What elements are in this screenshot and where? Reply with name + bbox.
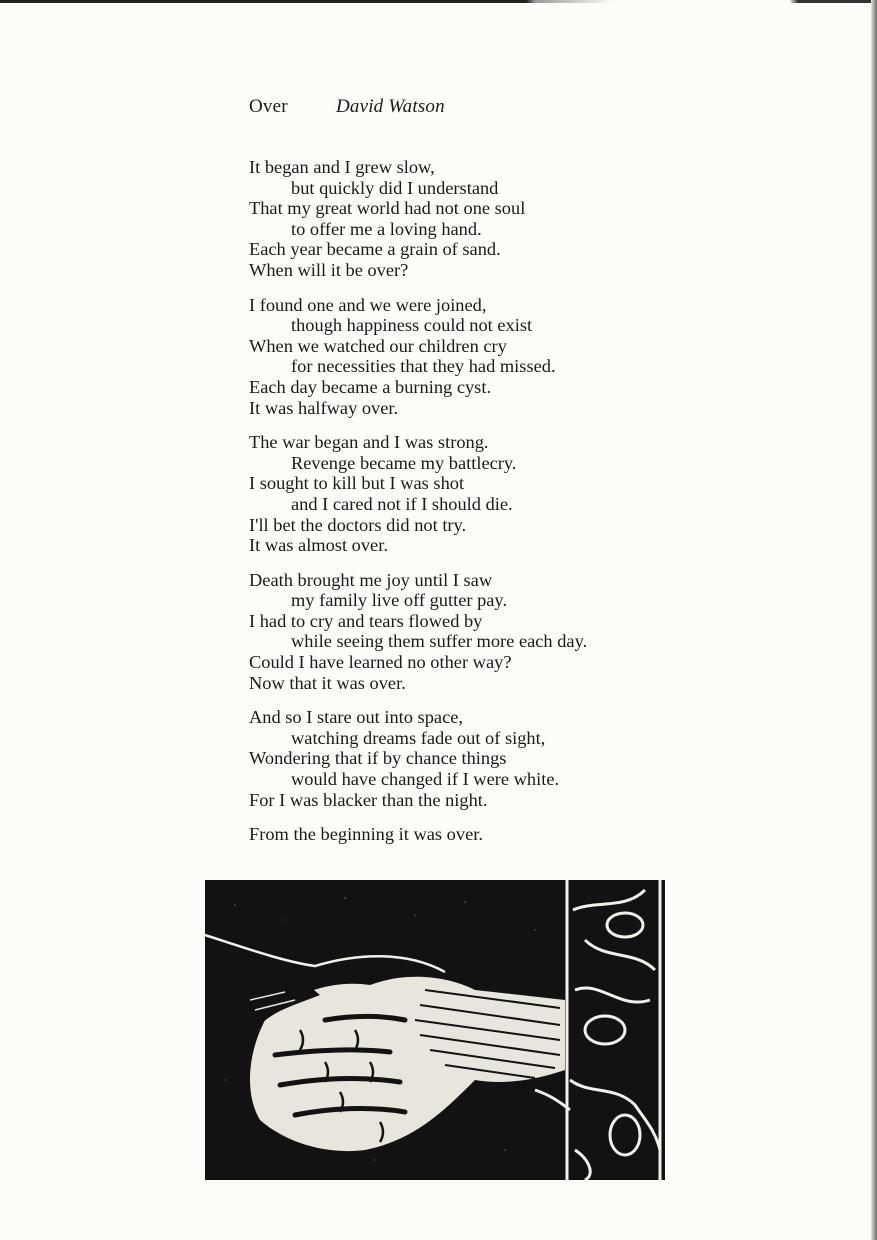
- poem-line: though happiness could not exist: [291, 315, 533, 336]
- poem-line: and I cared not if I should die.: [291, 493, 513, 514]
- poem-line: would have changed if I were white.: [291, 769, 560, 790]
- poem-line: Revenge became my battlecry.: [291, 452, 517, 473]
- stanza: [249, 295, 587, 419]
- poem-line: When will it be over?: [249, 259, 409, 280]
- poem-line: That my great world had not one soul: [249, 198, 526, 219]
- poem-line: It began and I grew slow,: [249, 157, 435, 177]
- poem-line: And so I stare out into space,: [249, 707, 463, 728]
- final-line: From the beginning it was over.: [249, 824, 483, 845]
- poem-line: It was halfway over.: [249, 397, 399, 418]
- poem-line: I sought to kill but I was shot: [249, 473, 465, 494]
- poem-line: When we watched our children cry: [249, 335, 507, 356]
- woodcut-illustration: [205, 880, 665, 1180]
- hand-woodcut-image: [205, 880, 665, 1180]
- poem-line: Death brought me joy until I saw: [249, 569, 493, 590]
- stanza: [249, 432, 587, 556]
- stanza: [249, 707, 587, 810]
- poem-line: for necessities that they had missed.: [291, 356, 556, 377]
- page-edge-top: [0, 0, 877, 3]
- poem-title: Over: [249, 96, 288, 117]
- poem-line: Each day became a burning cyst.: [249, 376, 492, 397]
- poem-line: Wondering that if by chance things: [249, 748, 507, 769]
- poem-line: I had to cry and tears flowed by: [249, 610, 483, 631]
- poem-line: I found one and we were joined,: [249, 294, 487, 315]
- poem-line: The war began and I was strong.: [249, 432, 489, 453]
- poem-line: watching dreams fade out of sight,: [291, 727, 546, 748]
- poem-line: For I was blacker than the night.: [249, 789, 488, 810]
- poem-line: but quickly did I understand: [291, 177, 499, 198]
- author-name: David Watson: [335, 96, 445, 117]
- stanza: [249, 570, 587, 694]
- poem-line: while seeing them suffer more each day.: [291, 631, 588, 652]
- poem-line: I'll bet the doctors did not try.: [249, 514, 467, 535]
- poem-line: Now that it was over.: [249, 672, 406, 693]
- poem-line: Could I have learned no other way?: [249, 652, 512, 673]
- poem-line: to offer me a loving hand.: [291, 218, 482, 239]
- poem-line: It was almost over.: [249, 535, 388, 556]
- page-edge-right: [871, 0, 877, 1240]
- poem-line: Each year became a grain of sand.: [249, 239, 501, 260]
- poem-line: my family live off gutter pay.: [291, 590, 508, 611]
- poem-body: [249, 157, 587, 845]
- poem-header: [249, 96, 445, 118]
- stanza: [249, 157, 587, 281]
